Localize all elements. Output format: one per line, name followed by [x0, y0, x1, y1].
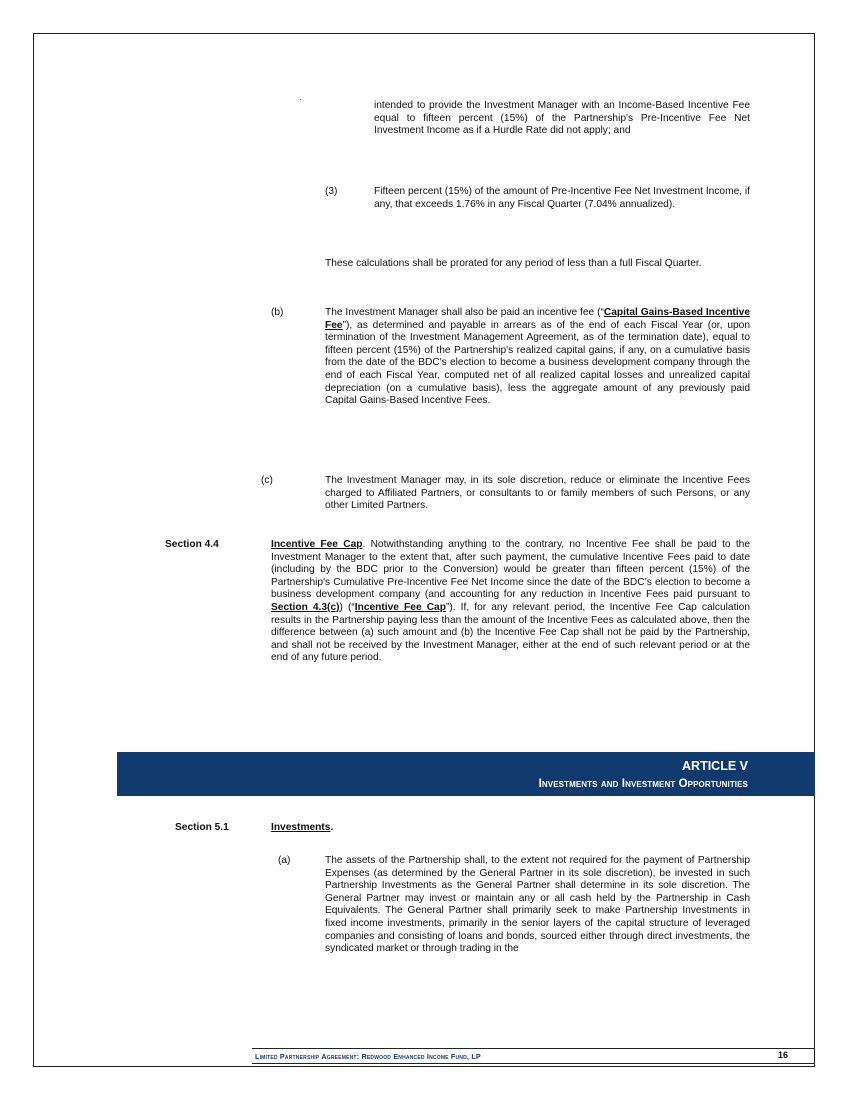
stray-mark: [300, 99, 301, 100]
item-b-text: The Investment Manager shall also be paid an incentive fee (“Capital Gains-Based Incentive Fee”), as determined and payable in arrears as of the end of each Fiscal Year (or, upon termination of the Investment Management Agreement, as of the termination date), equal to fifteen percent (15%) of the Partnership's realized capital gains, if any, on a cumulative basis from the date of the BDC's election to become a business development company through the end of each Fiscal Year, computed net of all realized capital losses and unrealized capital depreciation (on a cumulative basis), less the aggregate amount of any previously paid Capital Gains-Based Incentive Fees.: [325, 307, 750, 407]
section-5-1-heading: Investments.: [271, 822, 334, 833]
item-3-text: Fifteen percent (15%) of the amount of Pre-Incentive Fee Net Investment Income, if any, that exceeds 1.76% in any Fiscal Quarter (7.04% annualized).: [374, 186, 750, 210]
section-4-3c-link[interactable]: Section 4.3(c): [271, 601, 340, 613]
footer-title: Limited Partnership Agreement: Redwood Enhanced Income Fund, LP: [255, 1052, 481, 1061]
item-c-text: The Investment Manager may, in its sole discretion, reduce or eliminate the Incentive Fees charged to Affiliated Partners, or consultants to or family members of such Persons, or any other Limited Partners.: [325, 475, 750, 512]
section-4-4-title: Incentive Fee Cap: [271, 539, 363, 550]
item-a-text: The assets of the Partnership shall, to the extent not required for the payment of Partnership Expenses (as determined by the General Partner in its sole discretion), be invested in such Partnership Investments as the General Partner shall determine in its sole discretion. The General Partner may invest or maintain any or all cash held by the Partnership in Cash Equivalents. The General Partner shall primarily seek to make Partnership Investments in fixed income investments, primarily in the senior layers of the capital structure of leveraged companies and consisting of loans and bonds, sourced either through direct investments, the syndicated market or through trading in the: [325, 855, 750, 955]
section-4-4-text: Incentive Fee Cap. Notwithstanding anything to the contrary, no Incentive Fee shall be paid to the Investment Manager to the extent that, after such payment, the cumulative Incentive Fees paid to date (including by the BDC prior to the Conversion) would be greater than fifteen percent (15%) of the Partnership's Cumulative Pre-Incentive Fee Net Income since the date of the BDC’s election to become a business development company (and accounting for any reduction in Incentive Fees paid pursuant to Section 4.3(c)) (“Incentive Fee Cap”). If, for any relevant period, the Incentive Fee Cap calculation results in the Partnership paying less than the amount of the Incentive Fees as calculated above, then the difference between (a) such amount and (b) the Incentive Fee Cap shall not be paid by the Partnership, and shall not be received by the Investment Manager, either at the end of such relevant period or at the end of any future period.: [271, 539, 751, 664]
section-5-1-label: Section 5.1: [175, 822, 229, 833]
item-b-label: (b): [271, 307, 284, 318]
paragraph-income-based-fee: intended to provide the Investment Manager with an Income-Based Incentive Fee equal to fifteen percent (15%) of the Partnership's Pre-Incentive Fee Net Investment Income as if a Hurdle Rate did not apply; and: [374, 100, 750, 137]
article-subtitle: Investments and Investment Opportunities: [538, 778, 748, 790]
prorate-paragraph: These calculations shall be prorated for any period of less than a full Fiscal Quarter.: [325, 258, 702, 269]
term-capital-gains-fee: Capital Gains-Based Incentive Fee: [325, 307, 750, 331]
article-v-banner: [117, 752, 815, 796]
item-a-label: (a): [278, 855, 291, 866]
article-title: ARTICLE V: [682, 759, 748, 773]
footer-bar: [252, 1048, 815, 1064]
section-4-4-label: Section 4.4: [165, 539, 219, 550]
page-number: 16: [778, 1050, 789, 1060]
term-incentive-fee-cap: Incentive Fee Cap: [354, 601, 446, 613]
item-3-label: (3): [325, 186, 338, 197]
section-5-1-title: Investments: [271, 822, 331, 833]
item-c-label: (c): [261, 475, 273, 486]
